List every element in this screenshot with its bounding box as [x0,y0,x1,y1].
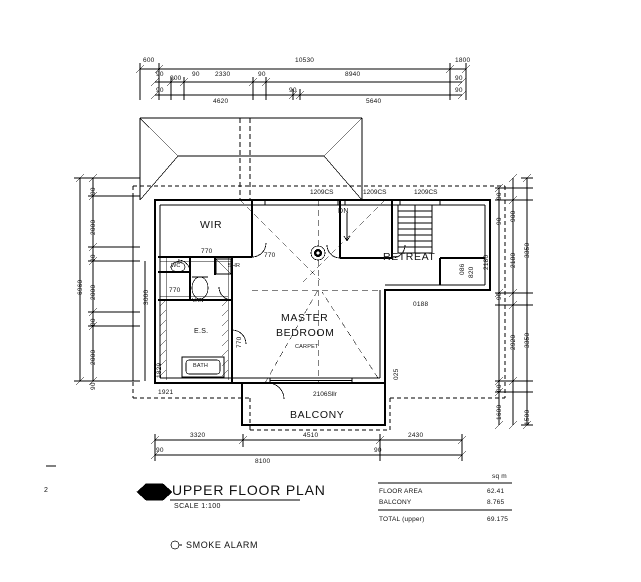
dim-top3-90a: 90 [156,87,164,94]
dim-left-seg-2000c: 2000 [90,349,97,365]
dim-top3-5640: 5640 [366,98,382,105]
page-number: 2 [44,487,48,494]
dim-bottom2-90b: 90 [374,447,382,454]
dim-top2-90a: 90 [156,71,164,78]
door-0188: 0188 [413,301,429,308]
area-total-label: TOTAL (upper) [379,516,425,523]
area-total-value: 69.175 [487,516,509,523]
dim-inner-025: 025 [393,368,400,380]
room-label-dn: DN [338,208,349,215]
dim-bottom-2430: 2430 [408,432,424,439]
room-label-master-line2: BEDROOM [276,327,335,339]
dim-right-seg-90c: 90 [496,292,503,300]
dim-bottom-4510: 4510 [303,432,319,439]
dim-right-inner-2180: 2180 [483,254,490,270]
dim-right-seg-90a: 90 [496,192,503,200]
dim-top2-90b: 90 [192,71,200,78]
dim-top3-90b: 90 [289,87,297,94]
scale-label: SCALE 1:100 [174,503,221,510]
dim-top-1800: 1800 [455,57,471,64]
window-tag-4: 2106Sllr [313,391,337,398]
door-770-c: 770 [169,287,181,294]
door-770-a: 770 [264,252,276,259]
area-row-label-0: FLOOR AREA [379,488,423,495]
dim-top2-8940: 8940 [345,71,361,78]
door-770-b: 770 [201,248,213,255]
dim-left-seg-90b: 90 [90,254,97,262]
dim-right-seg-90d: 90 [496,384,503,392]
dim-left-6960: 6960 [77,279,84,295]
window-tag-1: 1209CS [310,189,334,196]
dim-right-overall-3350a: 3350 [524,242,531,258]
dim-left-seg-90c: 90 [90,318,97,326]
room-label-balcony: BALCONY [290,409,345,421]
dim-left-seg-2000b: 2000 [90,284,97,300]
room-label-shr: SHR [228,263,241,269]
dim-right-overall-1500: 1500 [524,409,531,425]
dim-left-seg-90d: 90 [90,382,97,390]
dim-top-10530: 10530 [295,57,315,64]
dim-right-seg-1600: 1600 [496,404,503,420]
dim-bottom2-90a: 90 [156,447,164,454]
dim-right-seg-90b: 90 [496,217,503,225]
dim-left-inner-1921: 1921 [158,389,174,396]
page-title: UPPER FLOOR PLAN [172,482,326,498]
dim-inner-086: 086 [459,263,466,275]
dim-bottom-3320: 3320 [190,432,206,439]
smoke-alarm-legend: SMOKE ALARM [186,540,259,550]
dim-left-seg-90a: 90 [90,187,97,195]
dim-bottom2-8100: 8100 [255,458,271,465]
dim-top2-90d: 90 [455,75,463,82]
dim-top3-90c: 90 [455,87,463,94]
dim-right-seg-2920: 2920 [510,334,517,350]
room-label-master-line1: MASTER [281,312,329,324]
dim-top-600: 600 [143,57,155,64]
dim-top2-90c: 90 [258,71,266,78]
dim-right-seg-2180: 2180 [510,252,517,268]
room-label-bath: BATH [193,363,209,369]
room-label-retreat: RETREAT [383,251,436,263]
dim-left-seg-2000a: 2000 [90,219,97,235]
room-label-master-finish: CARPET [295,344,319,350]
dim-top2-900: 900 [170,75,182,82]
door-820-a: 820 [468,266,475,278]
room-label-wir: WIR [200,219,223,231]
dim-top2-2330: 2330 [215,71,231,78]
area-unit-header: sq m [492,473,507,480]
area-row-value-0: 62.41 [487,488,505,495]
area-row-label-1: BALCONY [379,499,412,506]
window-tag-3: 1209CS [414,189,438,196]
door-770-d: 770 [236,336,243,348]
room-label-van: VAN [192,298,204,304]
room-label-wc: WC [171,263,181,269]
dim-top3-4620: 4620 [213,98,229,105]
dim-right-seg-900: 900 [510,210,517,222]
window-tag-2: 1209CS [363,189,387,196]
room-label-ensuite: E.S. [194,328,209,335]
dim-left-inner-1829: 1829 [156,362,163,378]
dim-left-inner-3000: 3000 [143,289,150,305]
area-row-value-1: 8.765 [487,499,505,506]
dim-right-overall-3350b: 3350 [524,332,531,348]
